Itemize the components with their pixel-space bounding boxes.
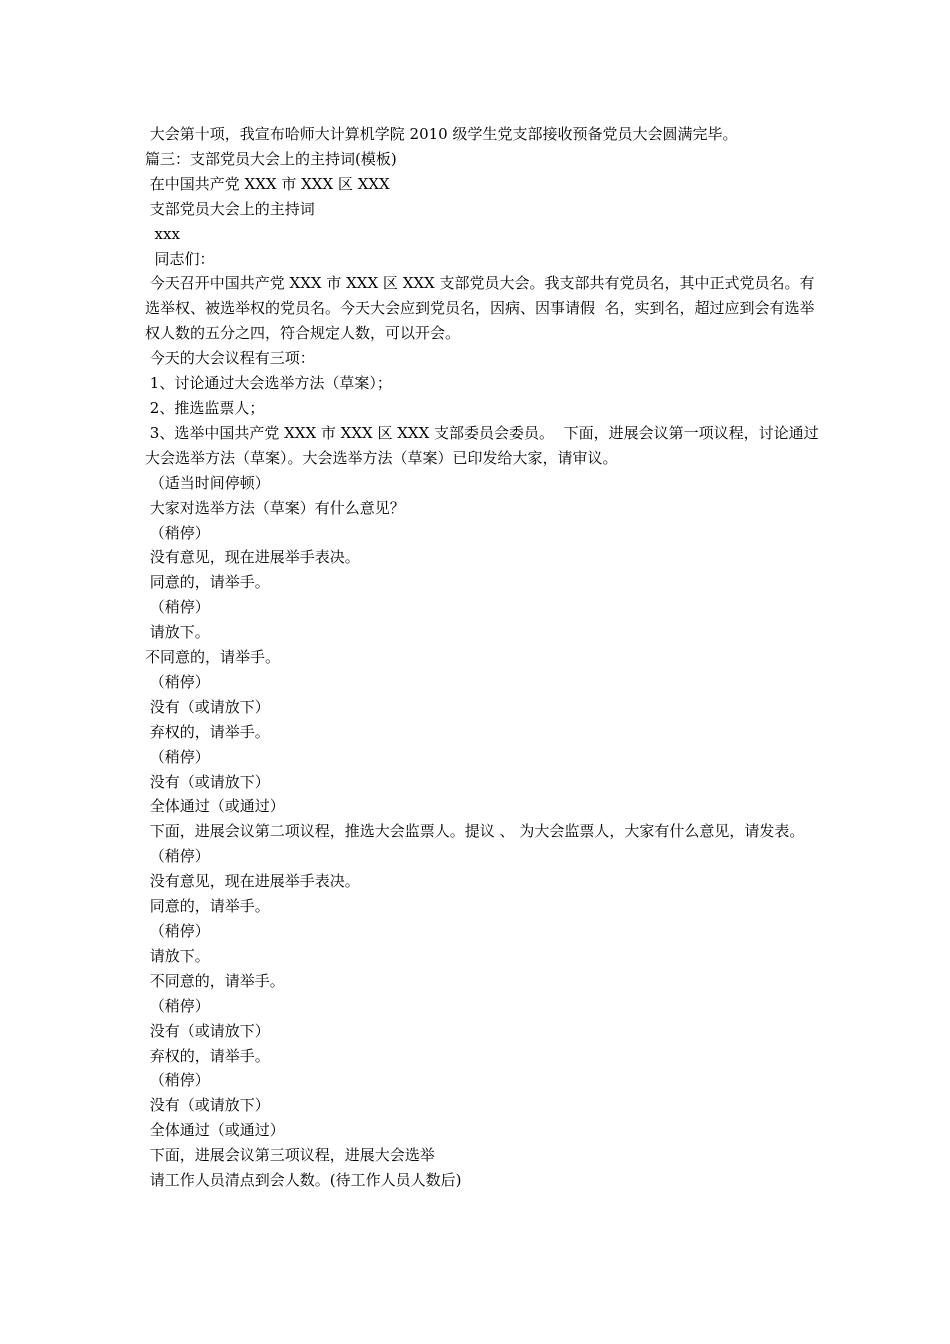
text-line: 弃权的，请举手。: [145, 722, 270, 741]
text-line: 没有意见，现在进展举手表决。: [145, 872, 360, 891]
text-line: 全体通过（或通过）: [145, 1121, 285, 1140]
text-line: 不同意的，请举手。: [145, 648, 281, 667]
text-line: 请工作人员清点到会人数。(待工作人员人数后): [145, 1171, 462, 1190]
text-line: 大会第十项，我宣布哈师大计算机学院 2010 级学生党支部接收预备党员大会圆满完毕。: [145, 125, 738, 143]
agenda-item: 2、推选监票人；: [145, 398, 265, 417]
text-line: 弃权的，请举手。: [145, 1046, 270, 1065]
text-line: 同志们：: [145, 249, 215, 268]
text-line: （稍停）: [145, 747, 210, 766]
text-line: 请放下。: [145, 946, 210, 965]
text-line: xxx: [145, 224, 180, 243]
text-line: （稍停）: [145, 523, 210, 542]
text-line: 请放下。: [145, 623, 210, 642]
text-paragraph: 今天召开中国共产党 XXX 市 XXX 区 XXX 支部党员大会。我支部共有党员名，其中正式党员名。有选举权、被选举权的党员名。今天大会应到党员名，因病、因事请假 名，实到名，超过应到会有选举权人数的五分之四，符合规定人数，可以开会。: [145, 274, 815, 343]
text-line: 同意的，请举手。: [145, 897, 270, 916]
text-paragraph: 下面，进展会议第二项议程，推选大会监票人。提议 、 为大会监票人，大家有什么意见，请发表。: [145, 822, 805, 841]
text-line: 支部党员大会上的主持词: [145, 199, 315, 218]
text-line: 在中国共产党 XXX 市 XXX 区 XXX: [145, 174, 390, 193]
text-line: 没有（或请放下）: [145, 772, 270, 791]
text-line: 没有（或请放下）: [145, 1021, 270, 1040]
text-line: （稍停）: [145, 922, 210, 940]
text-line: （稍停）: [145, 598, 210, 617]
agenda-item: 1、讨论通过大会选举方法（草案）；: [145, 374, 392, 393]
text-line: （适当时间停顿）: [145, 473, 270, 492]
text-line: （稍停）: [145, 847, 210, 866]
text-line: 下面，进展会议第三项议程，进展大会选举: [145, 1146, 435, 1165]
section-heading: 篇三：支部党员大会上的主持词(模板): [145, 149, 397, 168]
text-line: 今天的大会议程有三项：: [145, 349, 315, 368]
document-body: [145, 122, 825, 1193]
text-line: （稍停）: [145, 672, 210, 691]
text-line: 没有（或请放下）: [145, 697, 270, 716]
text-line: 不同意的，请举手。: [145, 971, 285, 990]
text-line: （稍停）: [145, 1071, 210, 1090]
text-line: 同意的，请举手。: [145, 573, 270, 592]
text-line: 没有意见，现在进展举手表决。: [145, 548, 360, 567]
text-line: （稍停）: [145, 996, 210, 1015]
text-line: 没有（或请放下）: [145, 1096, 270, 1115]
text-line: 大家对选举方法（草案）有什么意见？: [145, 498, 405, 517]
text-line: 全体通过（或通过）: [145, 797, 285, 816]
agenda-item: 3、选举中国共产党 XXX 市 XXX 区 XXX 支部委员会委员。 下面，进展会议第一项议程，讨论通过大会选举方法（草案）。大会选举方法（草案）已印发给大家，请审议。: [145, 423, 819, 467]
